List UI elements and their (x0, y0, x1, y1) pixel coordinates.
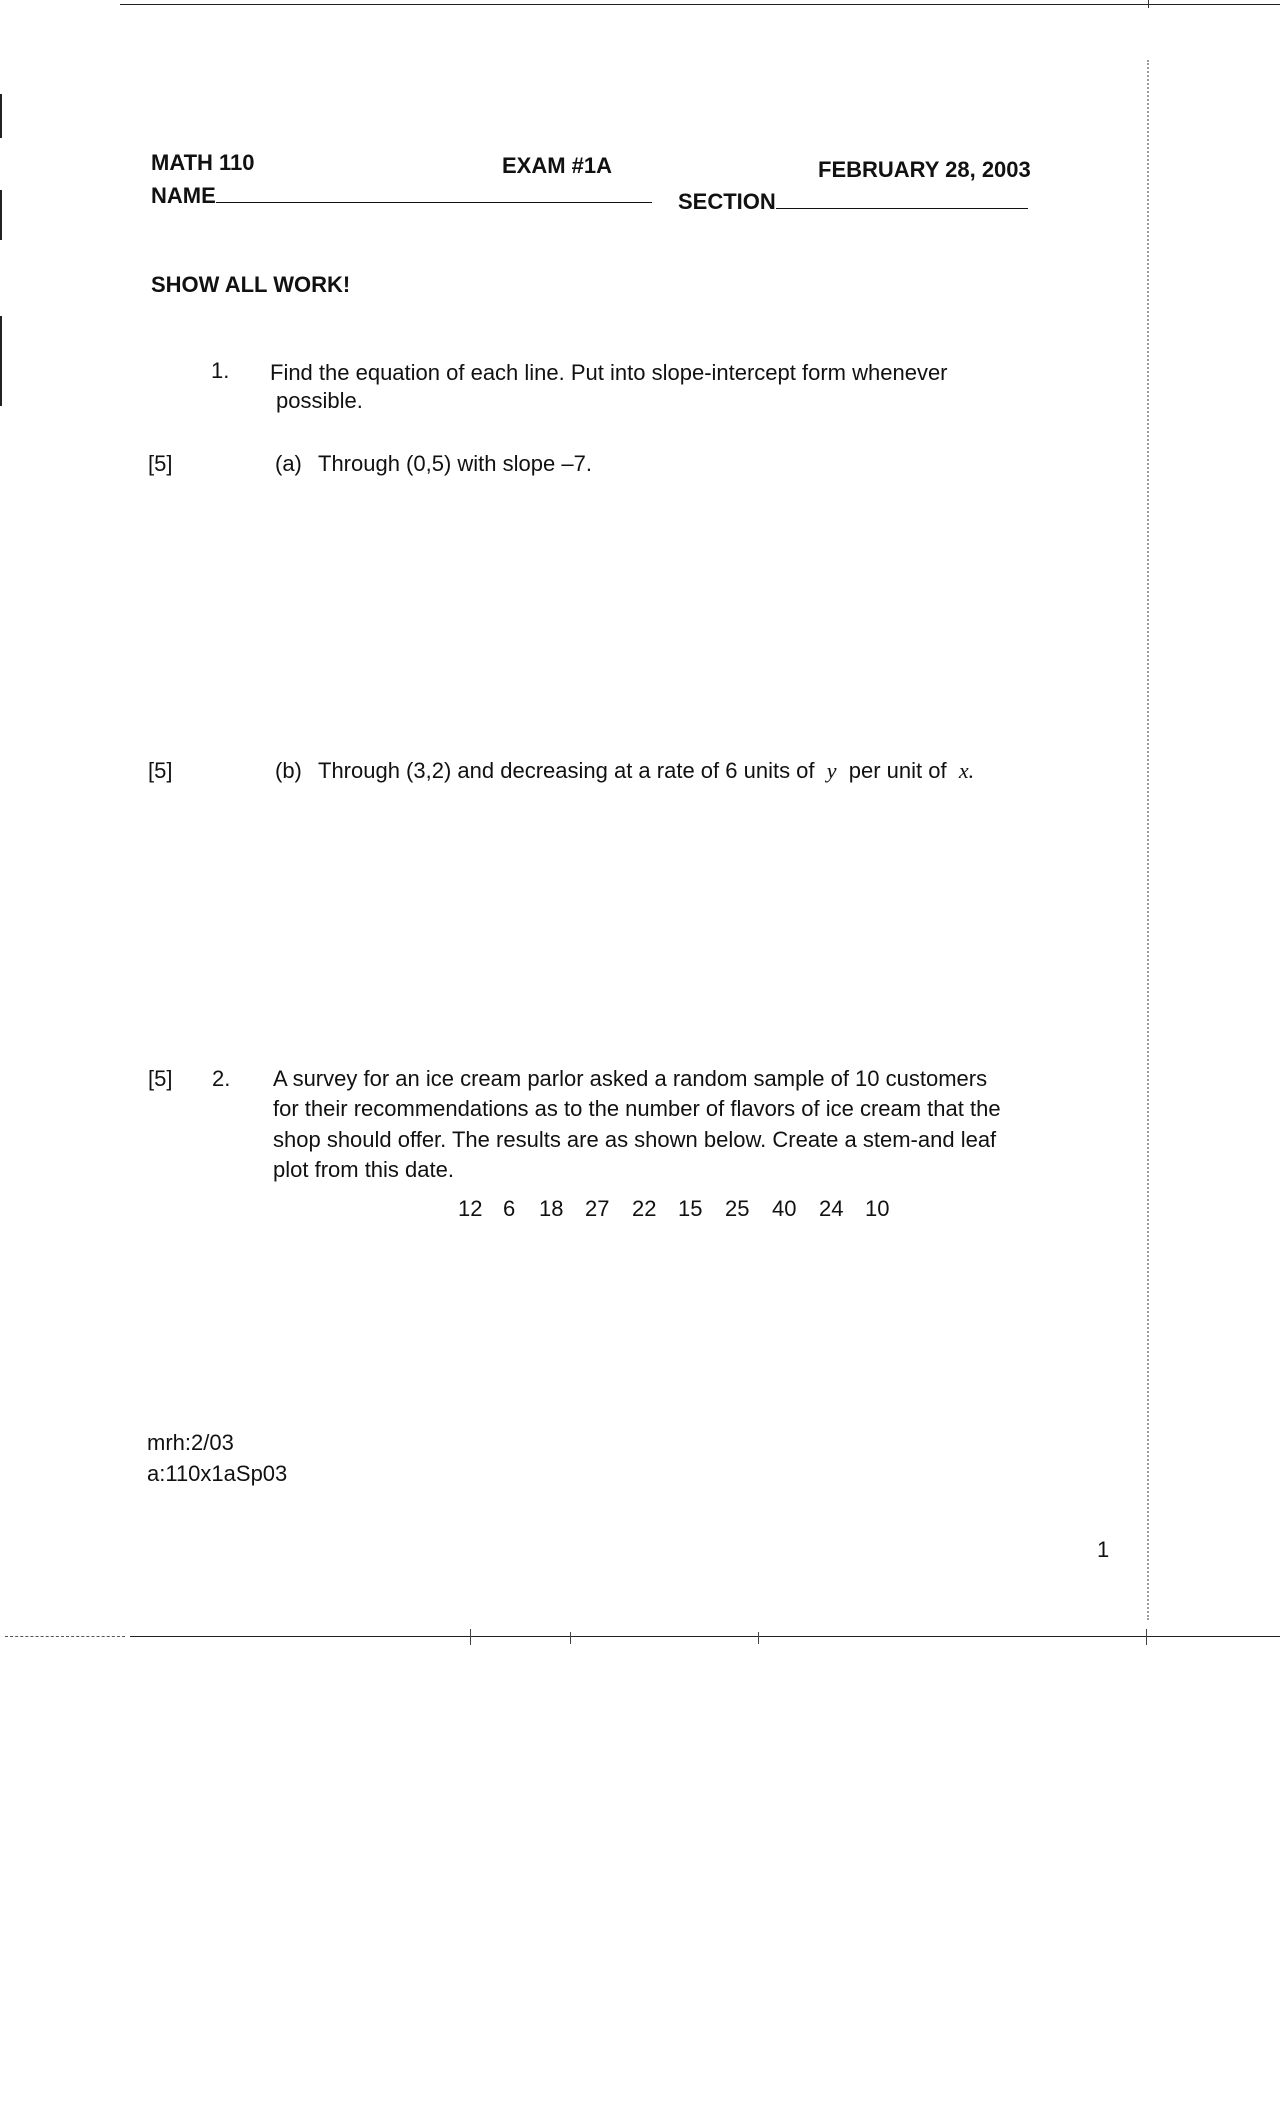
q1a-label: (a) (275, 451, 302, 476)
q1-prompt-line1: Find the equation of each line. Put into slope-intercept form whenever (270, 360, 948, 385)
name-field[interactable] (151, 180, 652, 209)
exam-title: EXAM #1A (502, 153, 613, 178)
scan-bottom-dashed-rule (5, 1636, 125, 1637)
q2-line: shop should offer. The results are as shown below. Create a stem-and leaf (273, 1127, 997, 1152)
q1a-points: [5] (148, 451, 173, 476)
course-title: MATH 110 (151, 150, 255, 175)
data-value: 10 (865, 1196, 890, 1221)
page-number: 1 (1097, 1537, 1110, 1562)
name-blank[interactable] (216, 180, 652, 203)
q1b-text-mid: per unit of (848, 758, 947, 783)
data-value: 6 (503, 1196, 516, 1221)
name-label: NAME (151, 183, 216, 208)
section-blank[interactable] (776, 186, 1028, 209)
q1b-text-pre: Through (3,2) and decreasing at a rate of 6 units of (318, 758, 815, 783)
q1b-label: (b) (275, 758, 302, 783)
data-value: 12 (458, 1196, 483, 1221)
q1b-var-x: x. (958, 758, 975, 783)
scan-bottom-rule (130, 1636, 1280, 1637)
section-label: SECTION (678, 189, 776, 214)
scan-left-mark (0, 190, 2, 240)
scan-top-rule (120, 4, 1280, 5)
data-value: 27 (585, 1196, 610, 1221)
q2-line: for their recommendations as to the number of flavors of ice cream that the (273, 1096, 1001, 1121)
data-value: 24 (819, 1196, 844, 1221)
data-value: 25 (725, 1196, 750, 1221)
section-field[interactable] (678, 186, 1028, 215)
scan-left-mark (0, 316, 2, 406)
scan-bottom-tick (470, 1629, 471, 1645)
q1-prompt-line2: possible. (276, 388, 363, 413)
exam-date: FEBRUARY 28, 2003 (818, 157, 1031, 182)
scan-bottom-tick (570, 1632, 571, 1644)
data-value: 22 (632, 1196, 657, 1221)
scan-bottom-tick (758, 1632, 759, 1644)
instruction: SHOW ALL WORK! (151, 272, 351, 297)
q1-number: 1. (211, 358, 230, 383)
footer-code-1: mrh:2/03 (147, 1430, 234, 1455)
q2-data-row (458, 1196, 905, 1222)
q2-number: 2. (212, 1066, 231, 1091)
footer-code-2: a:110x1aSp03 (147, 1461, 288, 1486)
q1b-var-y: y (826, 758, 837, 783)
data-value: 40 (772, 1196, 797, 1221)
scan-left-mark (0, 94, 2, 138)
data-value: 15 (678, 1196, 703, 1221)
q1b-points: [5] (148, 758, 173, 783)
q1b-text (318, 758, 974, 784)
scan-right-dotted-edge (1147, 60, 1149, 1620)
q1a-text: Through (0,5) with slope –7. (318, 451, 592, 476)
scan-bottom-tick (1146, 1629, 1147, 1645)
data-value: 18 (539, 1196, 564, 1221)
scan-top-tick (1148, 0, 1149, 8)
q2-line: A survey for an ice cream parlor asked a random sample of 10 customers (273, 1066, 988, 1091)
q2-line: plot from this date. (273, 1157, 454, 1182)
q2-points: [5] (148, 1066, 173, 1091)
